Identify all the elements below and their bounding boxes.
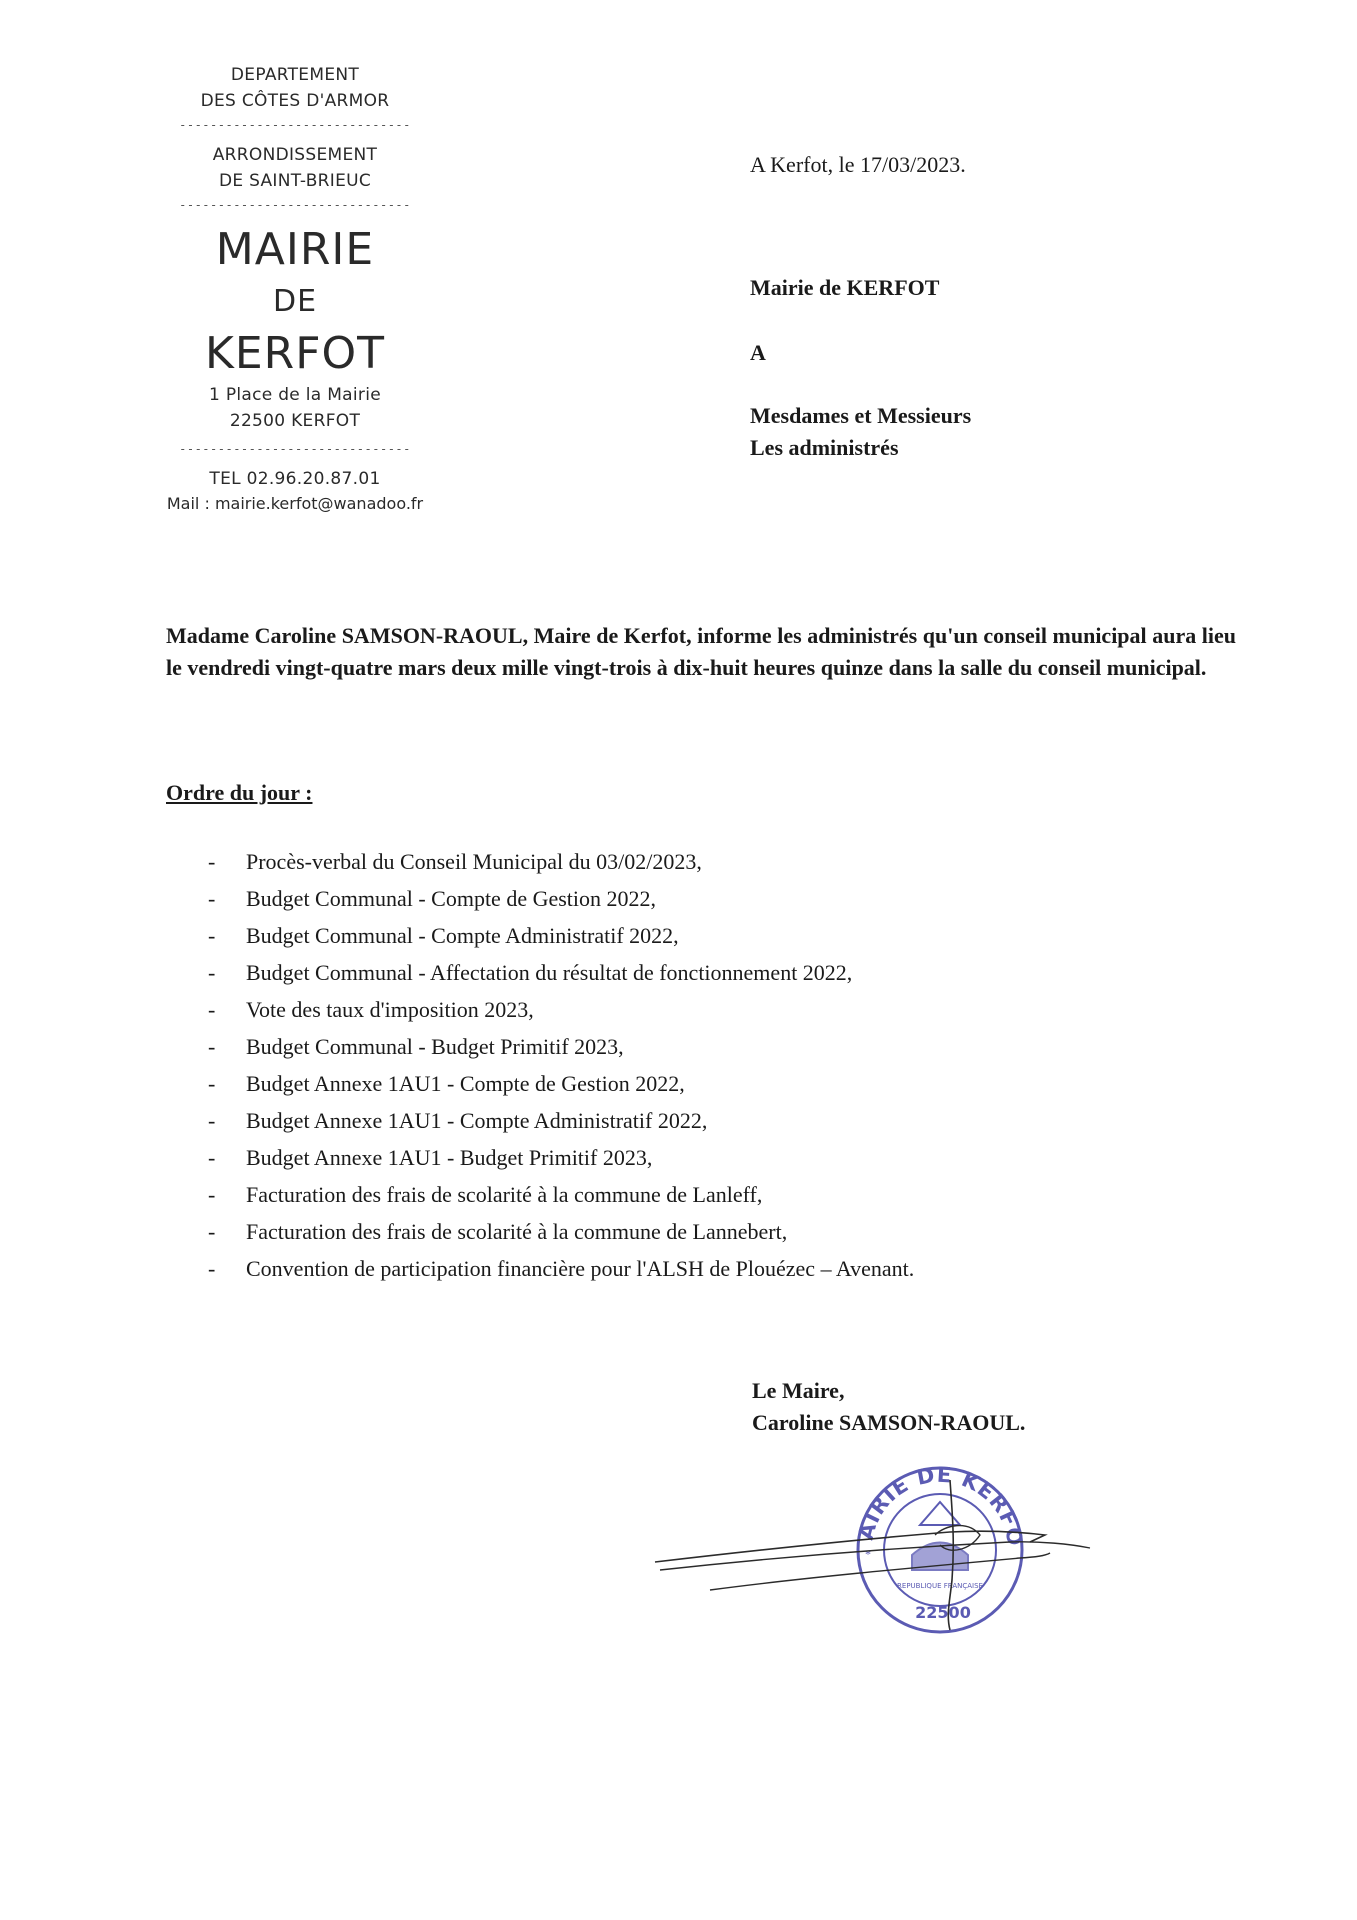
agenda-item [166,843,1266,880]
signature-and-stamp [650,1440,1110,1645]
agenda-item-text: Vote des taux d'imposition 2023, [246,997,534,1022]
agenda-item-text: Facturation des frais de scolarité à la commune de Lanleff, [246,1182,763,1207]
agenda-title: Ordre du jour : [166,780,313,805]
address-line1: 1 Place de la Mairie [209,385,381,405]
recipient-line2: Les administrés [750,435,899,460]
department-line1: DEPARTEMENT [230,65,360,85]
agenda-item [166,880,1266,917]
agenda-item-text: Budget Communal - Compte de Gestion 2022, [246,886,657,911]
agenda-item [166,954,1266,991]
agenda-item [166,1213,1266,1250]
dash: - [208,997,216,1022]
mairie-de: DE [272,284,318,319]
agenda-item-text: Budget Annexe 1AU1 - Compte de Gestion 2022, [246,1071,685,1096]
dash: - [208,1182,216,1207]
dash: - [208,960,216,985]
sender: Mairie de KERFOT [750,275,940,300]
stamp-inner-text: REPUBLIQUE FRANÇAISE [897,1582,983,1590]
dash: - [208,849,216,874]
agenda-item-text: Facturation des frais de scolarité à la commune de Lannebert, [246,1219,788,1244]
agenda-item [166,1028,1266,1065]
separator: ------------------------------ [179,118,411,132]
dash: - [208,1256,216,1281]
dash: - [208,1071,216,1096]
dash: - [208,886,216,911]
intro-paragraph: Madame Caroline SAMSON-RAOUL, Maire de Kerfot, informe les administrés qu'un conseil municipal aura lieu le vendredi vingt-quatre mars deux mille vingt-trois à dix-huit heures quinze dans la salle du conseil municipal. [166,623,1236,680]
department-line2: DES CÔTES D'ARMOR [200,91,390,111]
stamp-graphic [650,1440,1110,1640]
agenda-item [166,1250,1266,1287]
separator: ------------------------------ [179,198,411,212]
phone: TEL 02.96.20.87.01 [209,469,381,489]
separator: ------------------------------ [179,442,411,456]
recipient [750,400,971,464]
agenda-item [166,1065,1266,1102]
arrondissement-line1: ARRONDISSEMENT [212,145,378,165]
agenda-item [166,917,1266,954]
agenda-item-text: Convention de participation financière pour l'ALSH de Plouézec – Avenant. [246,1256,915,1281]
recipient-line1: Mesdames et Messieurs [750,403,972,428]
agenda-item [166,1102,1266,1139]
agenda-item-text: Budget Annexe 1AU1 - Budget Primitif 2023, [246,1145,653,1170]
stamp-arc-text: AIRIE DE KERFO [853,1462,1028,1549]
agenda-item-text: Budget Communal - Budget Primitif 2023, [246,1034,624,1059]
dash: - [208,1108,216,1133]
official-stamp [650,1440,1027,1632]
letterhead [150,62,440,516]
agenda-item-text: Budget Communal - Affectation du résultat de fonctionnement 2022, [246,960,853,985]
date-line: A Kerfot, le 17/03/2023. [750,152,966,177]
agenda-item-text: Budget Annexe 1AU1 - Compte Administratif 2022, [246,1108,708,1133]
signature-title: Le Maire, [752,1378,845,1403]
agenda-item [166,991,1266,1028]
agenda-item [166,1139,1266,1176]
dash: - [208,1034,216,1059]
agenda-item-text: Procès-verbal du Conseil Municipal du 03/02/2023, [246,849,702,874]
town-name: KERFOT [204,328,386,379]
mairie-title: MAIRIE [215,224,375,275]
stamp-code: 22500 [915,1603,971,1622]
mail: Mail : mairie.kerfot@wanadoo.fr [166,494,424,513]
agenda-item [166,1176,1266,1213]
svg-text:*: * [865,1547,871,1561]
dash: - [208,1145,216,1170]
signature-name: Caroline SAMSON-RAOUL. [752,1410,1026,1435]
agenda-item-text: Budget Communal - Compte Administratif 2022, [246,923,679,948]
agenda-list [166,843,1266,1287]
address-line2: 22500 KERFOT [229,411,361,431]
dash: - [208,923,216,948]
to-letter: A [750,340,766,365]
arrondissement-line2: DE SAINT-BRIEUC [218,171,372,191]
dash: - [208,1219,216,1244]
